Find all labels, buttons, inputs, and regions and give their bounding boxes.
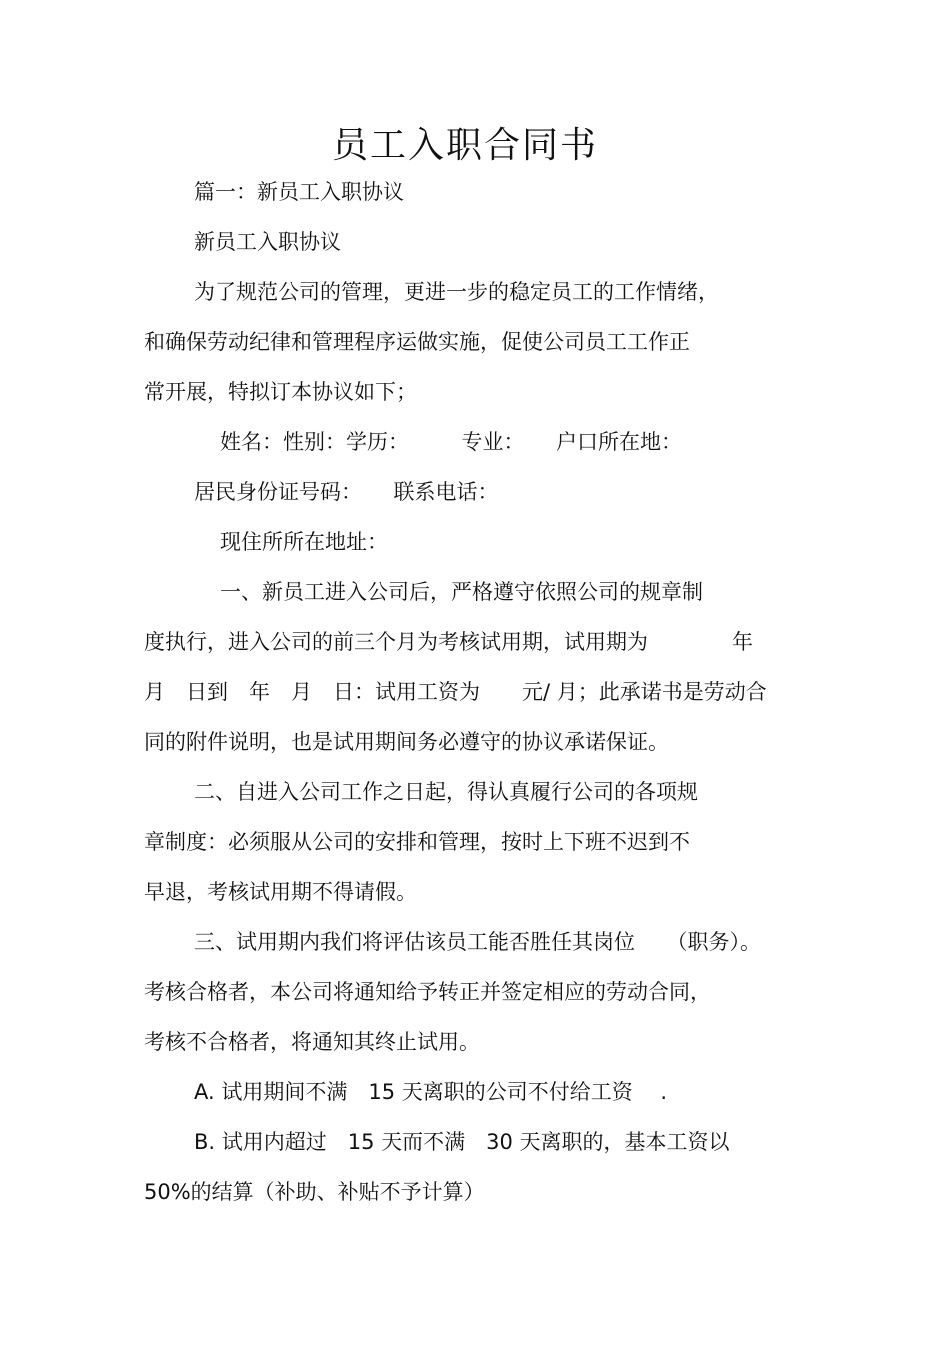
document-title: 员工入职合同书 [331, 125, 598, 166]
item-b: B. 试用内超过 15 天而不满 30 天离职的，基本工资以 [194, 1130, 730, 1154]
clause-three-line: 考核合格者，本公司将通知给予转正并签定相应的劳动合同， [144, 980, 711, 1004]
clause-one-line: 度执行，进入公司的前三个月为考核试用期，试用期为 年 [144, 630, 753, 654]
intro-paragraph-line: 和确保劳动纪律和管理程序运做实施，促使公司员工工作正 [144, 330, 690, 354]
address-field: 现住所所在地址： [220, 530, 388, 554]
chapter-heading: 篇一：新员工入职协议 [194, 180, 404, 204]
clause-two-line: 早退，考核试用期不得请假。 [144, 880, 417, 904]
intro-paragraph-line: 常开展，特拟订本协议如下； [144, 380, 417, 404]
clause-three-line: 三、试用期内我们将评估该员工能否胜任其岗位 （职务）。 [194, 930, 761, 954]
item-b-continued: 50%的结算（补助、补贴不予计算） [144, 1180, 485, 1204]
clause-two-line: 二、自进入公司工作之日起，得认真履行公司的各项规 [194, 780, 698, 804]
clause-one-line: 月 日到 年 月 日：试用工资为 元/ 月；此承诺书是劳动合 [144, 680, 767, 704]
id-phone-fields: 居民身份证号码： 联系电话： [194, 480, 499, 504]
agreement-subtitle: 新员工入职协议 [194, 230, 341, 254]
clause-one-line: 一、新员工进入公司后，严格遵守依照公司的规章制 [220, 580, 703, 604]
clause-one-line: 同的附件说明，也是试用期间务必遵守的协议承诺保证。 [144, 730, 669, 754]
clause-three-line: 考核不合格者，将通知其终止试用。 [144, 1030, 480, 1054]
clause-two-line: 章制度：必须服从公司的安排和管理，按时上下班不迟到不 [144, 830, 690, 854]
intro-paragraph-line: 为了规范公司的管理，更进一步的稳定员工的工作情绪， [194, 280, 719, 304]
personal-info-fields: 姓名：性别：学历： 专业： 户口所在地： [220, 430, 682, 454]
item-a: A. 试用期间不满 15 天离职的公司不付给工资 . [194, 1080, 668, 1104]
